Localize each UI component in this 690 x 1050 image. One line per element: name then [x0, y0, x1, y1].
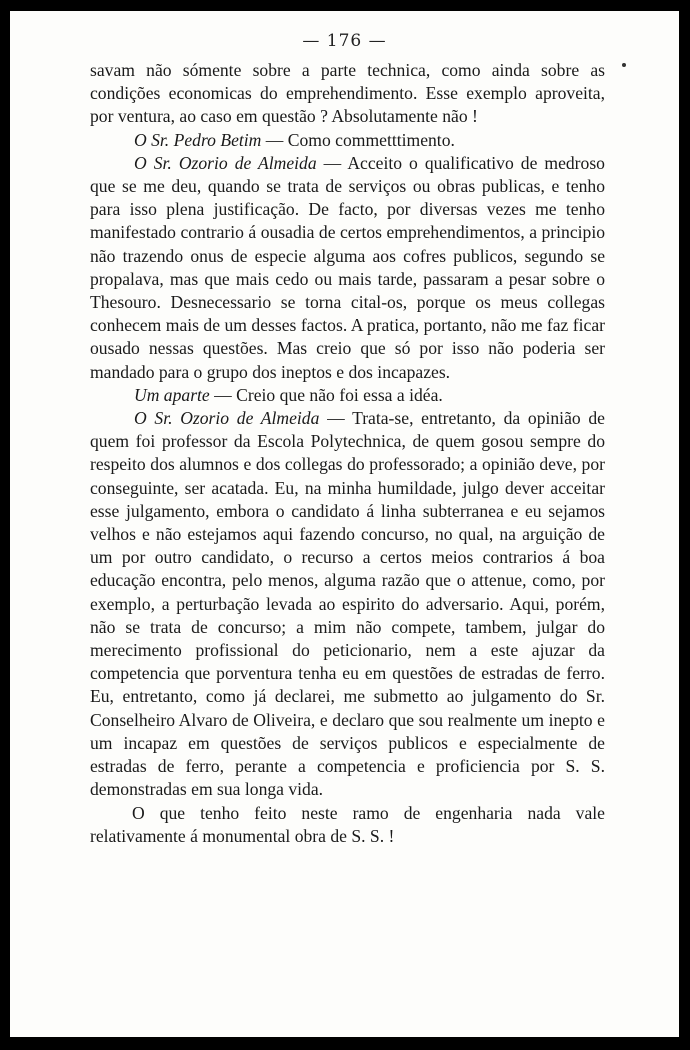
speaker-name: O Sr. Ozorio de Almeida — [134, 152, 317, 173]
paragraph-2 — [90, 129, 605, 152]
speaker-name: Um aparte — [134, 384, 210, 405]
paragraph-text: O que tenho feito neste ramo de engenharia nada vale relativamente á monumental obra de S. S. ! — [90, 802, 605, 846]
speaker-name: O Sr. Pedro Betim — [134, 129, 262, 150]
speaker-separator: — — [209, 384, 237, 405]
paragraph-5 — [90, 407, 605, 801]
document-page — [10, 11, 679, 1037]
stray-mark — [622, 63, 626, 67]
speaker-separator: — — [316, 152, 348, 173]
speaker-separator: — — [319, 408, 353, 429]
paragraph-3 — [90, 152, 605, 384]
page-number: — 176 — — [302, 31, 387, 51]
paragraph-text: Acceito o qualificativo de medroso que se me deu, quando se trata de serviços ou obras publicas, e tenho para isso plena justificação. De facto, por diversas vezes me tenho manifestado contrario á ousadia de certos emprehendimentos, a principio não trazendo onus de especie alguma aos cofres publicos, segundo se propalava, mas que mais cedo ou mais tarde, passaram a pesar sobre o Thesouro. Desnecessario se torna cital-os, porque os meus collegas conhecem mais de um desses factos. A pratica, portanto, não me faz ficar ousado nessas questões. Mas creio que só por isso não poderia ser mandado para o grupo dos ineptos e dos incapazes. — [90, 152, 605, 382]
paragraph-6 — [90, 802, 605, 848]
paragraph-4 — [90, 384, 605, 407]
paragraph-text: Trata-se, entretanto, da opinião de quem foi professor da Escola Polytechnica, de quem gosou sempre do respeito dos alumnos e dos collegas do professorado; a opinião deve, por conseguinte, ser acatada. Eu, na minha humildade, julgo dever acceitar esse julgamento, embora o candidato á linha subterranea e eu sejamos velhos e não estejamos aqui fazendo concurso, no qual, na arguição de um por outro candidato, o recurso a certos meios contrarios á boa educação encontra, pelo menos, alguma razão que o attenue, como, por exemplo, a perturbação levada ao espirito do adversario. Aqui, porém, não se trata de concurso; a mim não compete, tambem, julgar do merecimento profissional do peticionario, nem a este ajuzar da competencia que porventura tenha eu em questões de estradas de ferro. Eu, entretanto, como já declarei, me submetto ao julgamento do Sr. Conselheiro Alvaro de Oliveira, e declaro que sou realmente um inepto e um incapaz em questões de serviços publicos e especialmente de estradas de ferro, perante a competencia e proficiencia por S. S. demonstradas em sua longa vida. — [90, 408, 605, 800]
speaker-name: O Sr. Ozorio de Almeida — [134, 408, 320, 429]
paragraph-text: Como commetttimento. — [287, 129, 455, 150]
speaker-separator: — — [261, 129, 288, 150]
paragraph-text: savam não sómente sobre a parte technica, como ainda sobre as condições economicas do emprehendimento. Esse exemplo aproveita, por ventura, ao caso em questão ? Absolutamente não ! — [90, 60, 605, 127]
paragraph-text: Creio que não foi essa a idéa. — [236, 384, 443, 405]
paragraph-1 — [90, 59, 605, 129]
body-text — [90, 59, 605, 848]
